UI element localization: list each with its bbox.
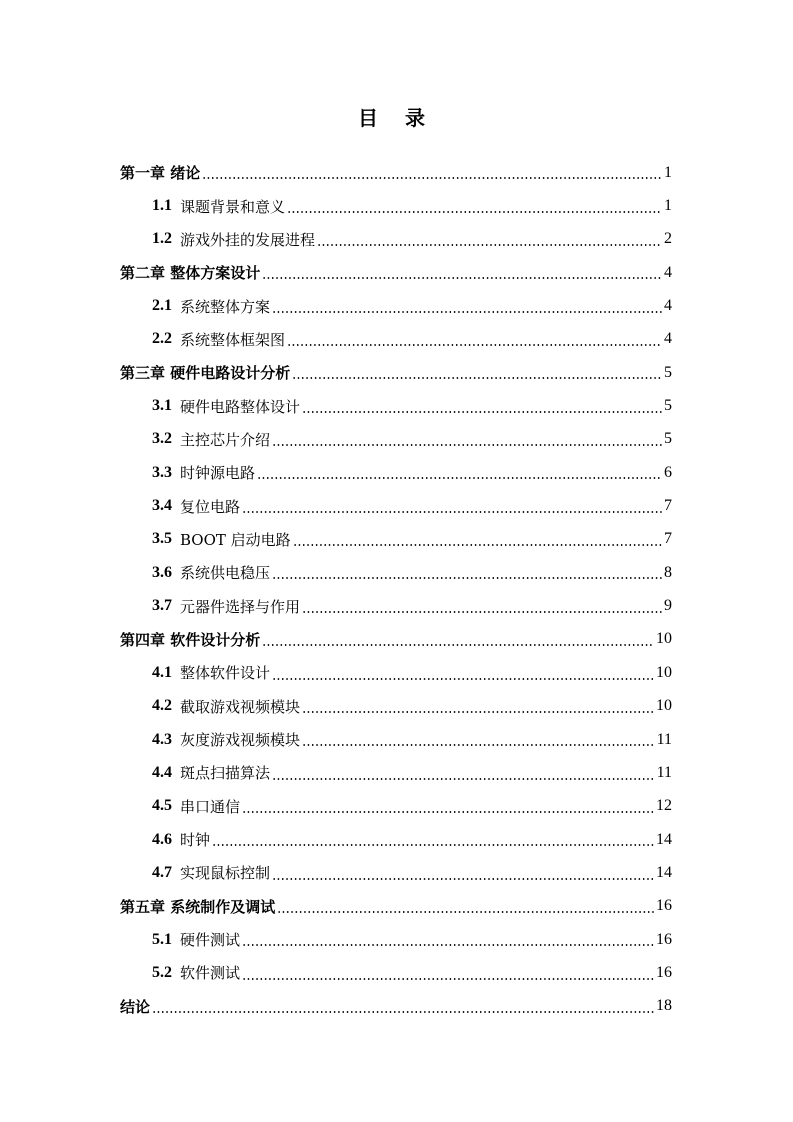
toc-title: 目 录 — [358, 106, 435, 130]
toc-entry-label: 第三章 硬件电路设计分析 — [120, 364, 291, 383]
toc-entry-label: 第四章 软件设计分析 — [120, 630, 261, 649]
toc-entry-page: 11 — [656, 730, 672, 748]
toc-entry-page: 1 — [664, 197, 672, 215]
toc-entry-number: 3.6 — [152, 563, 172, 581]
dot-leader — [272, 878, 654, 880]
toc-entry-label: 系统整体框架图 — [180, 330, 286, 349]
toc-entry-number: 1.1 — [152, 197, 172, 215]
toc-entry-page: 9 — [664, 597, 672, 615]
dot-leader — [152, 1011, 654, 1013]
toc-section-entry[interactable] — [120, 456, 672, 489]
toc-entry-page: 8 — [664, 563, 672, 581]
toc-entry-label: 截取游戏视频模块 — [180, 697, 301, 716]
toc-section-entry[interactable] — [120, 756, 672, 789]
toc-entry-label: 软件测试 — [180, 964, 241, 983]
toc-chapter-entry[interactable] — [120, 256, 672, 289]
toc-entry-number: 2.2 — [152, 330, 172, 348]
toc-entry-page: 4 — [664, 297, 672, 315]
toc-entry-page: 10 — [656, 663, 672, 681]
dot-leader — [202, 177, 662, 179]
toc-entry-number: 5.1 — [152, 930, 172, 948]
toc-entry-page: 10 — [656, 630, 672, 648]
toc-chapter-entry[interactable] — [120, 890, 672, 923]
toc-entry-label: 硬件测试 — [180, 931, 241, 950]
toc-entry-number: 2.1 — [152, 297, 172, 315]
toc-entry-page: 16 — [656, 897, 672, 915]
toc-entry-page: 7 — [664, 497, 672, 515]
toc-entry-number: 4.4 — [152, 763, 172, 781]
toc-section-entry[interactable] — [120, 690, 672, 723]
toc-section-entry[interactable] — [120, 923, 672, 956]
toc-entry-page: 6 — [664, 463, 672, 481]
toc-entry-page: 12 — [656, 797, 672, 815]
toc-section-entry[interactable] — [120, 823, 672, 856]
toc-entry-number: 3.5 — [152, 530, 172, 548]
toc-entry-number: 4.7 — [152, 863, 172, 881]
toc-chapter-entry[interactable] — [120, 990, 672, 1023]
dot-leader — [317, 244, 662, 246]
toc-entry-label: 结论 — [120, 997, 151, 1016]
toc-entry-label: 第五章 系统制作及调试 — [120, 897, 276, 916]
toc-section-entry[interactable] — [120, 189, 672, 222]
dot-leader — [292, 377, 662, 379]
toc-entry-label: 第一章 绪论 — [120, 164, 201, 183]
toc-entry-page: 16 — [656, 930, 672, 948]
toc-entry-page: 5 — [664, 397, 672, 415]
toc-entry-page: 2 — [664, 230, 672, 248]
toc-entry-page: 16 — [656, 963, 672, 981]
dot-leader — [293, 544, 662, 546]
toc-entry-number: 3.4 — [152, 497, 172, 515]
dot-leader — [272, 577, 662, 579]
dot-leader — [242, 511, 662, 513]
toc-entry-number: 5.2 — [152, 963, 172, 981]
dot-leader — [302, 611, 662, 613]
toc-entry-label: 第二章 整体方案设计 — [120, 264, 261, 283]
toc-entry-number: 4.3 — [152, 730, 172, 748]
dot-leader — [212, 844, 654, 846]
toc-entry-page: 11 — [656, 763, 672, 781]
toc-entry-number: 4.1 — [152, 663, 172, 681]
toc-entry-label: 时钟 — [180, 831, 211, 850]
dot-leader — [257, 477, 662, 479]
toc-entry-number: 4.6 — [152, 830, 172, 848]
toc-entry-page: 1 — [664, 163, 672, 181]
toc-entry-label: 串口通信 — [180, 797, 241, 816]
toc-entry-number: 3.1 — [152, 397, 172, 415]
dot-leader — [262, 644, 654, 646]
dot-leader — [287, 211, 662, 213]
dot-leader — [272, 678, 654, 680]
toc-entry-number: 3.3 — [152, 463, 172, 481]
toc-section-entry[interactable] — [120, 523, 672, 556]
toc-section-entry[interactable] — [120, 323, 672, 356]
toc-chapter-entry[interactable] — [120, 156, 672, 189]
toc-entry-label: 斑点扫描算法 — [180, 764, 271, 783]
toc-entry-page: 7 — [664, 530, 672, 548]
dot-leader — [262, 277, 662, 279]
table-of-contents — [120, 156, 672, 1023]
toc-entry-label: 复位电路 — [180, 497, 241, 516]
toc-entry-label: 时钟源电路 — [180, 464, 256, 483]
toc-section-entry[interactable] — [120, 856, 672, 889]
dot-leader — [242, 811, 654, 813]
toc-entry-page: 14 — [656, 863, 672, 881]
toc-section-entry[interactable] — [120, 589, 672, 622]
dot-leader — [287, 344, 662, 346]
toc-entry-number: 3.7 — [152, 597, 172, 615]
toc-entry-label: 系统供电稳压 — [180, 564, 271, 583]
toc-entry-number: 4.5 — [152, 797, 172, 815]
toc-entry-page: 4 — [664, 263, 672, 281]
toc-entry-label: 灰度游戏视频模块 — [180, 731, 301, 750]
toc-entry-number: 1.2 — [152, 230, 172, 248]
toc-section-entry[interactable] — [120, 223, 672, 256]
toc-entry-page: 4 — [664, 330, 672, 348]
toc-entry-label: 系统整体方案 — [180, 297, 271, 316]
toc-entry-label: 主控芯片介绍 — [180, 430, 271, 449]
toc-entry-label: 游戏外挂的发展进程 — [180, 230, 316, 249]
toc-entry-label: 实现鼠标控制 — [180, 864, 271, 883]
toc-entry-page: 5 — [664, 430, 672, 448]
dot-leader — [302, 744, 655, 746]
toc-section-entry[interactable] — [120, 489, 672, 522]
toc-chapter-entry[interactable] — [120, 356, 672, 389]
toc-section-entry[interactable] — [120, 656, 672, 689]
toc-section-entry[interactable] — [120, 723, 672, 756]
dot-leader — [277, 911, 654, 913]
toc-entry-label: 元器件选择与作用 — [180, 597, 301, 616]
toc-entry-page: 10 — [656, 697, 672, 715]
toc-entry-number: 3.2 — [152, 430, 172, 448]
toc-entry-label: 课题背景和意义 — [180, 197, 286, 216]
dot-leader — [302, 411, 662, 413]
toc-entry-page: 18 — [656, 997, 672, 1015]
toc-section-entry[interactable] — [120, 556, 672, 589]
dot-leader — [242, 978, 654, 980]
toc-entry-page: 5 — [664, 363, 672, 381]
toc-entry-page: 14 — [656, 830, 672, 848]
toc-entry-label: 整体软件设计 — [180, 664, 271, 683]
dot-leader — [242, 944, 654, 946]
dot-leader — [302, 711, 654, 713]
toc-entry-label: BOOT 启动电路 — [180, 530, 291, 549]
toc-section-entry[interactable] — [120, 289, 672, 322]
toc-entry-label: 硬件电路整体设计 — [180, 397, 301, 416]
toc-section-entry[interactable] — [120, 956, 672, 989]
dot-leader — [272, 444, 662, 446]
dot-leader — [272, 778, 655, 780]
toc-entry-number: 4.2 — [152, 697, 172, 715]
toc-section-entry[interactable] — [120, 423, 672, 456]
toc-section-entry[interactable] — [120, 389, 672, 422]
toc-section-entry[interactable] — [120, 790, 672, 823]
dot-leader — [272, 311, 662, 313]
toc-chapter-entry[interactable] — [120, 623, 672, 656]
